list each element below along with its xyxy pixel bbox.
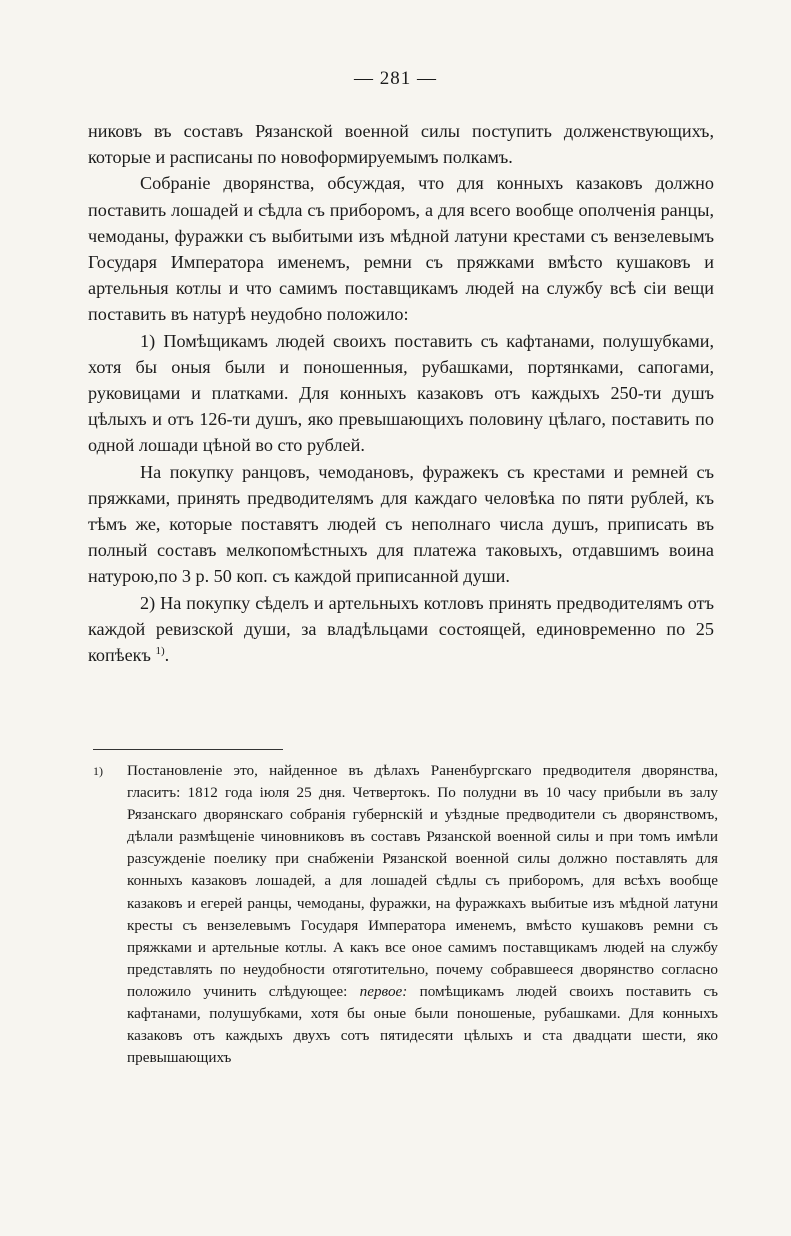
paragraph-5-text: 2) На покупку сѣделъ и артельныхъ котловъ принять предводителямъ отъ каждой ревизской души, за владѣльцами состоящей, единовременно по 25 копѣекъ bbox=[88, 592, 714, 666]
paragraph-5: 2) На покупку сѣделъ и артельныхъ котловъ принять предводителямъ отъ каждой ревизской души, за владѣльцами состоящей, единовременно по 25 копѣекъ $^{1)}$. bbox=[88, 592, 714, 666]
footnote bbox=[93, 760, 718, 1069]
footnote-divider bbox=[93, 749, 283, 750]
footnote-marker: 1) bbox=[93, 764, 103, 778]
footnote-text-continued: помѣщикамъ людей своихъ поставить съ кафтанами, полушубками, хотя бы оные были поношеные, рубашками. Для конныхъ казаковъ отъ каждыхъ двухъ сотъ пятидесяти цѣлыхъ и ста двадцати шести, яко превышающихъ bbox=[127, 982, 718, 1067]
footnote-emphasis: первое: bbox=[359, 982, 408, 1000]
footnote-body bbox=[127, 760, 718, 1069]
page-number: — 281 — bbox=[354, 68, 437, 89]
main-text bbox=[88, 118, 714, 668]
paragraph-2: Собраніе дворянства, обсуждая, что для конныхъ казаковъ должно поставить лошадей и сѣдла съ приборомъ, а для всего вообще ополченія ранцы, чемоданы, фуражки съ выбитыми изъ мѣдной латуни крестами съ вензелевымъ Государя Императора именемъ, ремни съ пряжками вмѣсто кушаковъ и артельныя котлы и что самимъ поставщикамъ людей на службу всѣ сіи вещи поставить въ натурѣ неудобно положило: bbox=[88, 173, 714, 325]
footnote-text: Постановленіе это, найденное въ дѣлахъ Раненбургскаго предводителя дворянства, гласитъ: 1812 года іюля 25 дня. Четвертокъ. По полудни въ 10 часу прибыли въ залу Рязанскаго дворянскаго собранія губернскій и уѣздные предводители съ дворянствомъ, дѣлали размѣщеніе чиновниковъ въ составъ Рязанской военной силы и при томъ имѣли разсужденіе поелику при снабженіи Рязанской военной силы должно поставлять для конныхъ казаковъ лошадей, а для лошадей сѣдлы съ приборомъ, для всѣхъ вообще казаковъ и егерей ранцы, чемоданы, фуражки, на фуражкахъ выбитые изъ мѣдной латуни кресты съ вензелевымъ Государя Императора именемъ, вмѣсто кушаковъ ремни съ пряжками и артельные котлы. А какъ все оное самимъ поставщикамъ людей на службу представлять по неудобности отяготительно, почему собравшееся дворянство согласно положило учинить слѣдующее: bbox=[127, 762, 718, 1000]
paragraph-1: никовъ въ составъ Рязанской военной силы поступить долженствующихъ, которые и расписаны по новоформируемымъ полкамъ. bbox=[88, 121, 714, 168]
paragraph-4: На покупку ранцовъ, чемодановъ, фуражекъ съ крестами и ремней съ пряжками, принять предводителямъ для каждаго человѣка по пяти рублей, къ тѣмъ же, которые поставятъ людей съ неполнаго числа душъ, приписать въ полный составъ мелкопомѣстныхъ для платежа таковыхъ, отдавшимъ воина натурою,по 3 р. 50 коп. съ каждой приписанной души. bbox=[88, 461, 714, 587]
paragraph-3: 1) Помѣщикамъ людей своихъ поставить съ кафтанами, полушубками, хотя бы оныя были и поношенныя, рубашками, портянками, сапогами, руковицами и платками. Для конныхъ казаковъ отъ каждыхъ 250-ти душъ цѣлыхъ и отъ 126-ти душъ, яко превышающихъ половину цѣлаго, поставить по одной лошади цѣной во сто рублей. bbox=[88, 330, 714, 456]
footnote-reference: 1) bbox=[155, 645, 165, 657]
